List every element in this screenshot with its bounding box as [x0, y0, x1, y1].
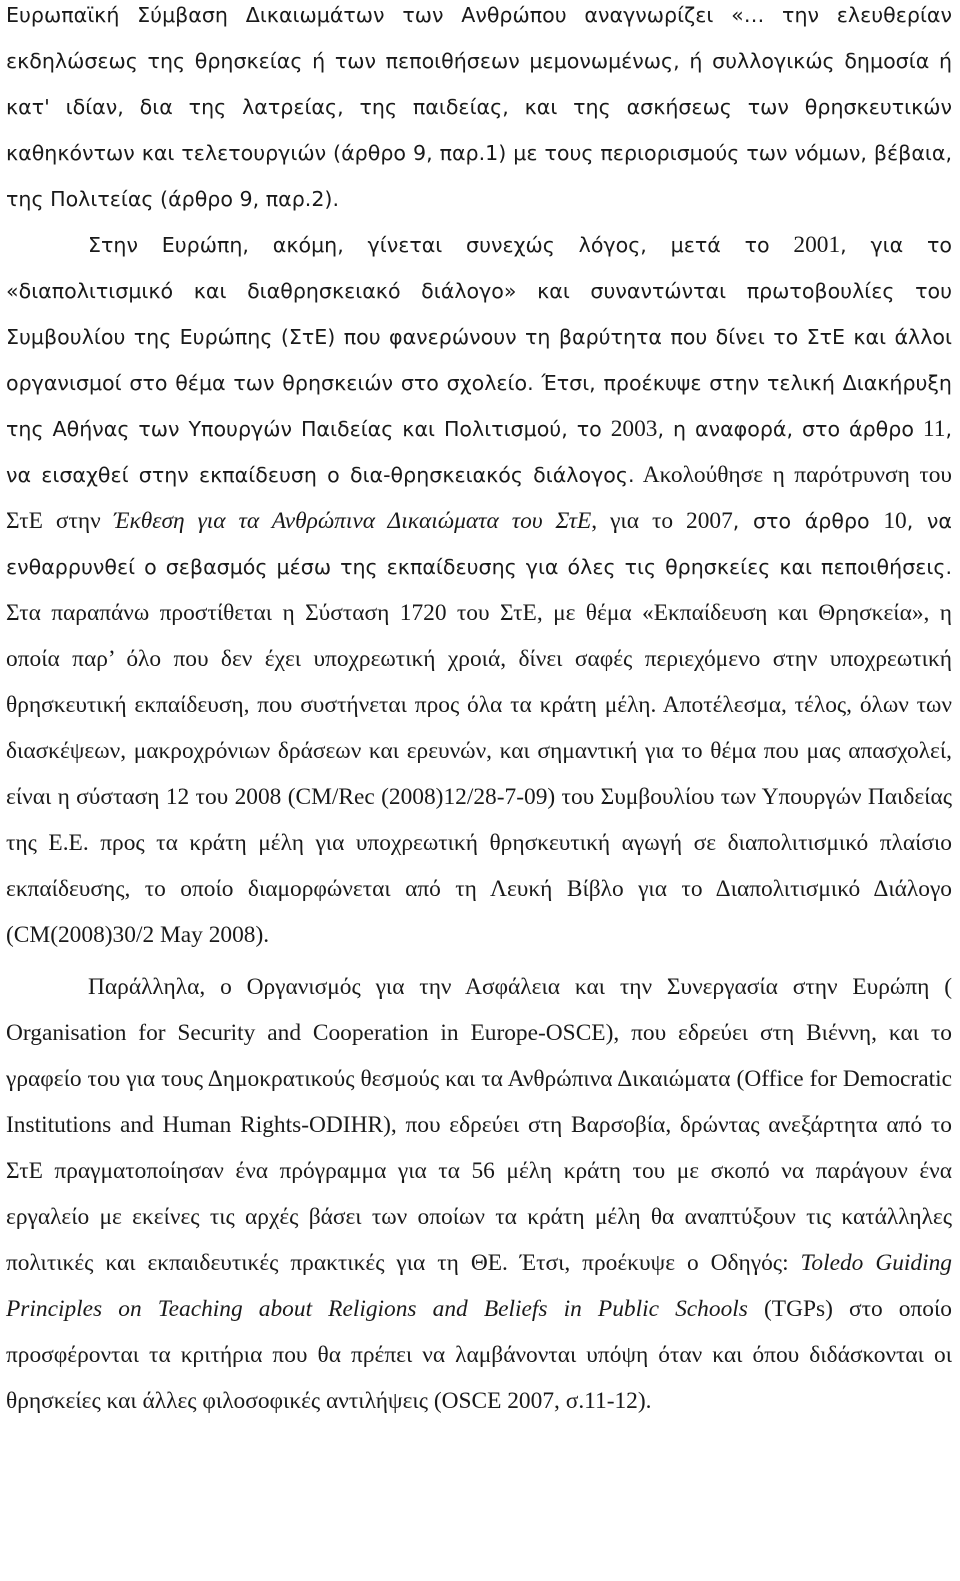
p2-recommendation-1720: 1720 — [399, 600, 447, 626]
p2-article-11: 11 — [922, 416, 946, 442]
paragraph-echr-text: Ευρωπαϊκή Σύμβαση Δικαιωμάτων των Ανθρώπου αναγνωρίζει «… την ελευθερίαν εκδηλώσεως της θρησκείας ή των πεποιθήσεων μεμονωμένως, ή συλλογικώς δημοσία ή κατ' ιδίαν, δια της λατρείας, της παιδείας, και της ασκήσεως των θρησκευτικών καθηκόντων και τελετουργιών (άρθρο 9, παρ.1) με τους περιορισμούς των νόμων, βέβαια, της Πολιτείας (άρθρο 9, παρ.2). — [6, 3, 952, 211]
p2-white-paper-ref: (CM(2008)30/2 May 2008) — [6, 922, 264, 948]
p2-text-9: Ακολούθησε η παρότρυνση του ΣτΕ στην — [6, 462, 952, 534]
p2-cm-rec-ref: 2008 (CM/Rec (2008)12/28-7-09) — [234, 784, 556, 810]
p2-text-21: του — [189, 784, 235, 810]
p2-recommendation-12: 12 — [165, 784, 190, 810]
p2-text-19: Αποτέλεσμα, τέλος, όλων των διασκέψεων, μακροχρόνιων δράσεων και ερευνών, και σημαντική για το θέμα που μας απασχολεί, είναι η σύσταση — [6, 692, 952, 810]
p2-text-3: , για το «διαπολιτισμικό και διαθρησκειακό διάλογο» και συναντώνται πρωτοβουλίες του Συμβουλίου της Ευρώπης (ΣτΕ) που φανερώνουν τη βαρύτητα που δίνει το ΣτΕ και άλλοι οργανισμοί στο θέμα των θρησκειών στο σχολείο. — [6, 233, 952, 395]
p2-year-2003: 2003 — [610, 416, 658, 442]
p3-member-count: 56 — [471, 1158, 495, 1184]
paragraph-osce — [6, 964, 952, 1424]
p2-text-1: Στην Ευρώπη, ακόμη, γίνεται συνεχώς λόγος, μετά το — [88, 233, 794, 257]
paragraph-council-of-europe — [6, 222, 952, 958]
p2-article-10: 10 — [883, 508, 907, 534]
p2-text-16: Στα παραπάνω προστίθεται η Σύσταση — [6, 600, 400, 626]
p2-report-title: Έκθεση για τα Ανθρώπινα Δικαιώματα του ΣτΕ — [113, 508, 592, 534]
p2-year-2007: 2007 — [686, 508, 733, 534]
p2-year-2001: 2001 — [793, 232, 841, 258]
p2-text-23: του Συμβουλίου των Υπουργών Παιδείας της Ε.Ε. προς τα κράτη μέλη για υποχρεωτική θρησκευτική αγωγή σε διαπολιτισμικό πλαίσιο εκπαίδευσης, το οποίο διαμορφώνεται από τη Λευκή Βίβλο για το Διαπολιτισμικό Διάλογο — [6, 784, 952, 902]
p3-text-5: (TGPs) στο οποίο προσφέρονται τα κριτήρια που θα πρέπει να λαμβάνονται υπόψη όταν και όπου διδάσκονται οι θρησκείες και άλλες φιλοσοφικές αντιλήψεις — [6, 1296, 952, 1414]
p2-text-15: , να ενθαρρυνθεί ο σεβασμός μέσω της εκπαίδευσης για όλες τις θρησκείες και πεποιθήσεις. — [6, 509, 952, 579]
p2-text-13: , στο άρθρο — [732, 509, 884, 533]
p3-toledo-title: Toledo Guiding Principles on Teaching about Religions and Beliefs in Public Schools — [6, 1250, 952, 1322]
p3-citation: (OSCE 2007, σ.11-12) — [433, 1388, 646, 1414]
p2-text-25: . — [263, 922, 270, 948]
p3-text-3: μέλη κράτη του με σκοπό να παράγουν ένα εργαλείο με εκείνες τις αρχές βάσει των οποίων τα κράτη μέλη θα αναπτύξουν τις κατάλληλες πολιτικές και εκπαιδευτικές πρακτικές για τη ΘΕ. Έτσι, προέκυψε ο Οδηγός: — [6, 1158, 952, 1276]
p2-text-4: Έτσι, προέκυψε στην τελική Διακήρυξη της Αθήνας των Υπουργών Παιδείας και Πολιτισμού, το — [6, 371, 952, 441]
p3-text-7: . — [645, 1388, 652, 1414]
p2-text-11: , για το — [591, 508, 687, 534]
p3-text-1: Παράλληλα, ο Οργανισμός για την Ασφάλεια και την Συνεργασία στην Ευρώπη ( Organisation for Security and Cooperation in Europe-OSCE), που εδρεύει στη Βιέννη, και το γραφείο του για τους Δημοκρατικούς θεσμούς και τα Ανθρώπινα Δικαιώματα (Office for Democratic Institutions and Human Rights-ODIHR), που εδρεύει στη Βαρσοβία, δρώντας ανεξάρτητα από το ΣτΕ πραγματοποίησαν ένα πρόγραμμα για τα — [6, 974, 952, 1184]
p2-text-6: , η αναφορά, στο άρθρο — [657, 417, 923, 441]
paragraph-echr — [6, 0, 952, 222]
p2-text-8: , να εισαχθεί στην εκπαίδευση ο δια-θρησκειακός διάλογος. — [6, 417, 952, 487]
p2-text-18: του ΣτΕ, με θέμα «Εκπαίδευση και Θρησκεία», η οποία παρ’ όλο που δεν έχει υποχρεωτική χροιά, δίνει σαφές περιεχόμενο στην υποχρεωτική θρησκευτική εκπαίδευση, που συστήνεται προς όλα τα κράτη μέλη. — [6, 600, 952, 718]
